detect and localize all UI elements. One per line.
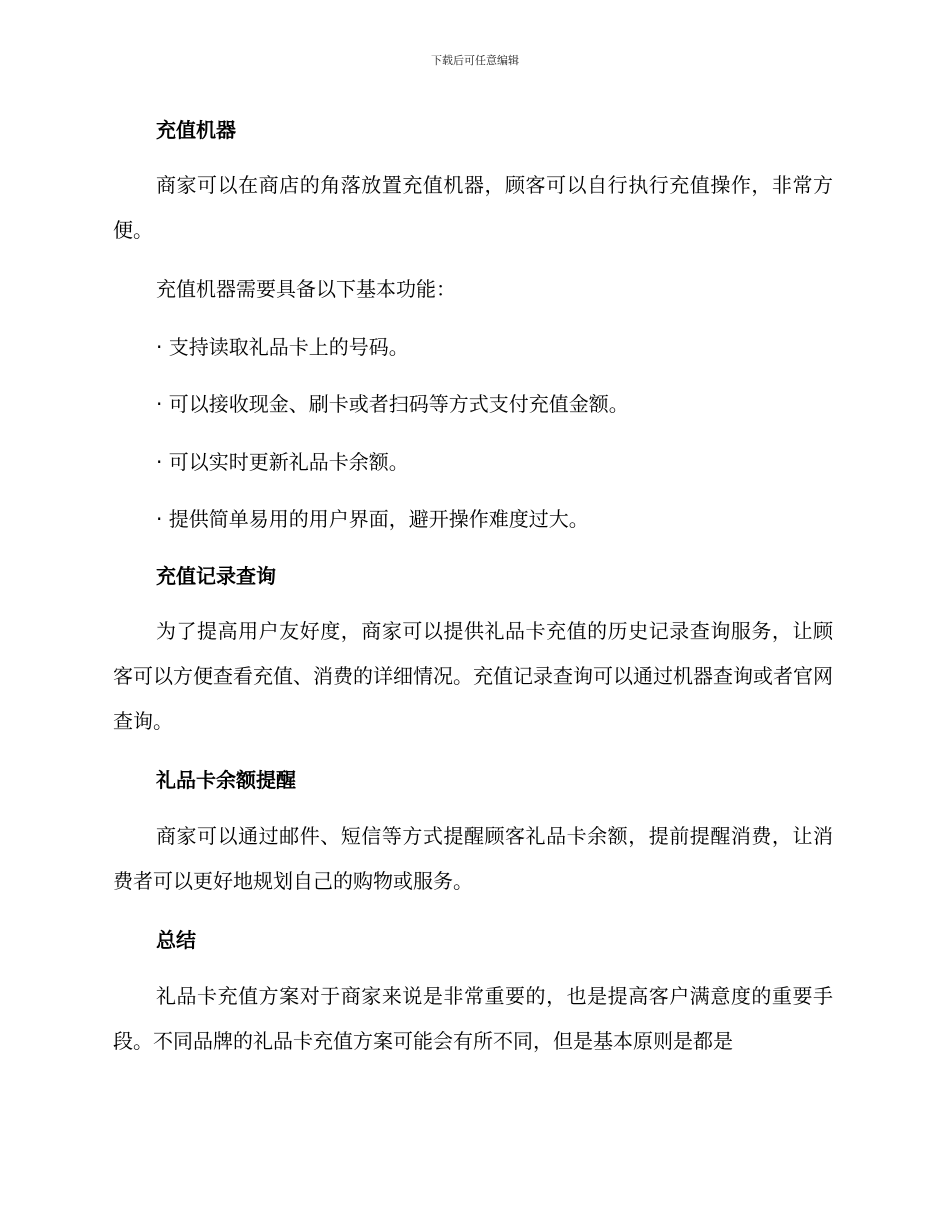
section-heading-summary: 总结 [156, 928, 196, 952]
paragraph-machine-intro: 商家可以在商店的角落放置充值机器，顾客可以自行执行充值操作，非常方便。 [113, 173, 833, 242]
paragraph-reminder-body: 商家可以通过邮件、短信等方式提醒顾客礼品卡余额，提前提醒消费，让消费者可以更好地规划自己的购物或服务。 [113, 824, 833, 893]
section-heading-machine: 充值机器 [156, 118, 236, 142]
page-header: 下载后可任意编辑 [431, 54, 519, 67]
paragraph-features-lead: 充值机器需要具备以下基本功能： [156, 277, 456, 301]
section-heading-reminder: 礼品卡余额提醒 [156, 768, 296, 792]
section-heading-records: 充值记录查询 [156, 564, 276, 588]
list-item-feature-4: · 提供简单易用的用户界面，避开操作难度过大。 [156, 507, 589, 531]
paragraph-summary-body: 礼品卡充值方案对于商家来说是非常重要的，也是提高客户满意度的重要手段。不同品牌的礼品卡充值方案可能会有所不同，但是基本原则是都是 [113, 984, 833, 1053]
paragraph-records-body: 为了提高用户友好度，商家可以提供礼品卡充值的历史记录查询服务，让顾客可以方便查看充值、消费的详细情况。充值记录查询可以通过机器查询或者官网查询。 [113, 619, 833, 733]
list-item-feature-3: · 可以实时更新礼品卡余额。 [156, 450, 409, 474]
list-item-feature-2: · 可以接收现金、刷卡或者扫码等方式支付充值金额。 [156, 392, 629, 416]
list-item-feature-1: · 支持读取礼品卡上的号码。 [156, 335, 409, 359]
